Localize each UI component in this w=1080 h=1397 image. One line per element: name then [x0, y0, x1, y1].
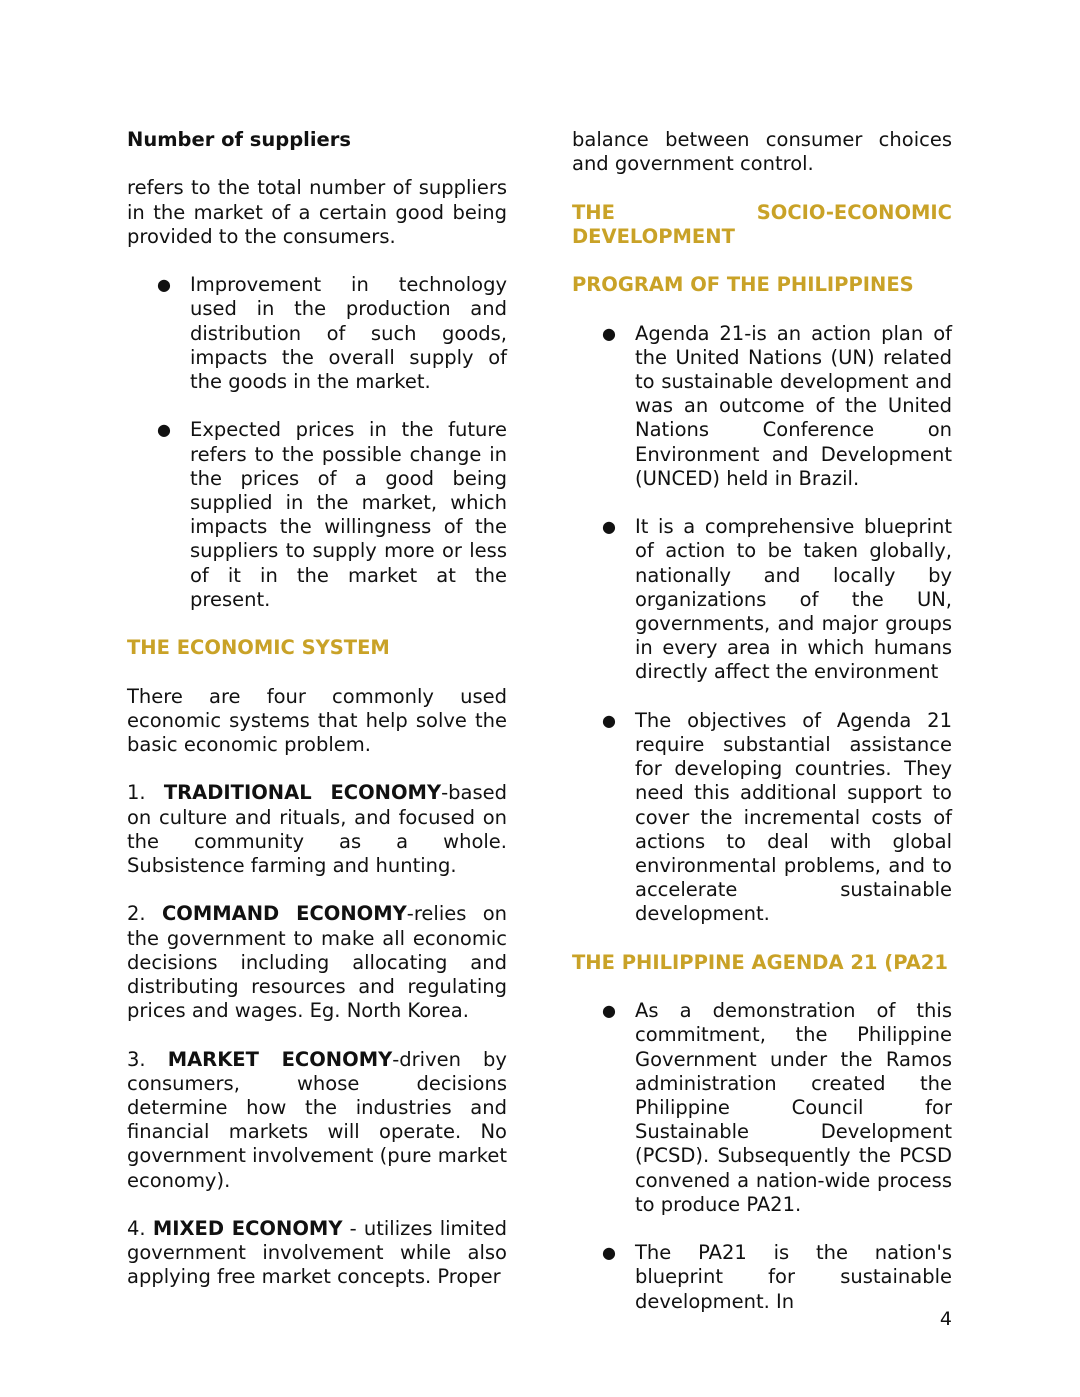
right-column [572, 128, 952, 1314]
economy-item-command: 2. COMMAND ECONOMY-relies on the government to make all economic decisions including allocating and distributing resources and regulating prices and wages. Eg. North Korea. [127, 902, 508, 1023]
list-item: ● Expected prices in the future refers to the possible change in the prices of a good being supplied in the market, which impacts the willingness of the suppliers to supply more or less of it in the market at the present. [157, 418, 507, 611]
suppliers-bullet-list [127, 273, 507, 612]
economy-item-traditional: 1. TRADITIONAL ECONOMY-based on culture and rituals, and focused on the community as a whole. Subsistence farming and hunting. [127, 781, 507, 877]
economic-system-intro: There are four commonly used economic systems that help solve the basic economic problem. [127, 684, 507, 756]
socio-economic-heading: THE SOCIO-ECONOMIC [572, 200, 952, 224]
bullet-icon: ● [157, 420, 171, 440]
bullet-icon: ● [602, 1243, 616, 1263]
economic-system-heading: THE ECONOMIC SYSTEM [127, 636, 390, 660]
bullet-icon: ● [602, 323, 616, 343]
list-item: ● The objectives of Agenda 21 require substantial assistance for developing countries. They need this additional support to cover the incremental costs of actions to deal with global environmental problems, and to accelerate sustainable development. [602, 708, 952, 926]
bullet-icon: ● [602, 1001, 616, 1021]
program-philippines-heading: PROGRAM OF THE PHILIPPINES [572, 273, 914, 297]
left-column [127, 128, 507, 1290]
suppliers-intro: refers to the total number of suppliers in the market of a certain good being provided to the consumers. [127, 176, 507, 248]
philippine-agenda21-heading: THE PHILIPPINE AGENDA 21 (PA21 [572, 950, 948, 974]
bullet-icon: ● [157, 275, 171, 295]
economy-item-mixed: 4. MIXED ECONOMY - utilizes limited government involvement while also applying free market concepts. Proper [127, 1217, 507, 1289]
agenda21-bullet-list [572, 322, 952, 927]
socio-economic-heading-line2: DEVELOPMENT [572, 224, 735, 248]
bullet-icon: ● [602, 710, 616, 730]
bullet-icon: ● [602, 517, 616, 537]
page-number: 4 [939, 1308, 952, 1330]
pa21-bullet-list [572, 999, 952, 1314]
economy-item-market: 3. MARKET ECONOMY-driven by consumers, whose decisions determine how the industries and financial markets will operate. No government involvement (pure market economy). [127, 1047, 507, 1192]
list-item: ● Improvement in technology used in the production and distribution of such goods, impacts the overall supply of the goods in the market. [157, 273, 507, 393]
list-item: ● Agenda 21-is an action plan of the United Nations (UN) related to sustainable development and was an outcome of the United Nations Conference on Environment and Development (UNCED) held in Brazil. [602, 321, 952, 490]
list-item: ● The PA21 is the nation's blueprint for sustainable development. In [602, 1241, 952, 1313]
number-of-suppliers-heading: Number of suppliers [127, 128, 352, 151]
continuation-text: balance between consumer choices and government control. [572, 128, 952, 176]
list-item: ● As a demonstration of this commitment, the Philippine Government under the Ramos administration created the Philippine Council for Sustainable Development (PCSD). Subsequently the PCSD convened a nation-wide process to produce PA21. [602, 999, 952, 1216]
list-item: ● It is a comprehensive blueprint of action to be taken globally, nationally and locally by organizations of the UN, governments, and major groups in every area in which humans directly affect the environment [602, 515, 952, 684]
